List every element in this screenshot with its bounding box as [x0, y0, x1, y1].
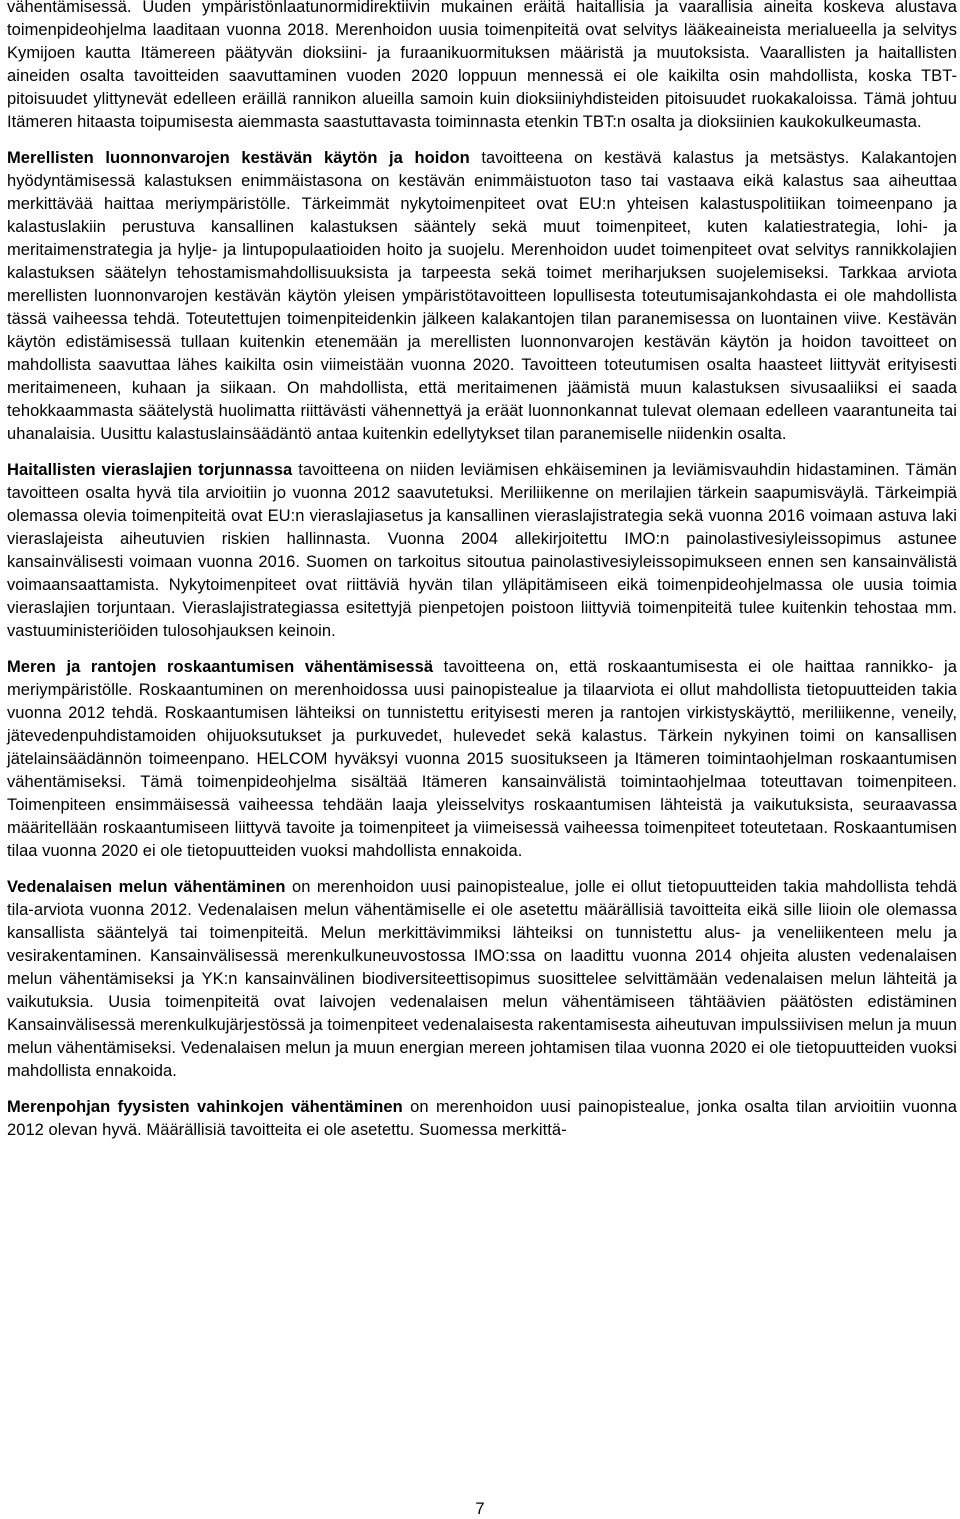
- paragraph-text: tavoitteena on kestävä kalastus ja metsästys. Kalakantojen hyödyntämisessä kalastuksen enimmäistasona on kestävän enimmäistuoton taso tai vastaava eikä kalastus saa aiheuttaa merkittävää haittaa meriympäristölle. Tärkeimmät nykytoimenpiteet ovat EU:n yhteisen kalastuspolitiikan toimeenpano ja kalastuslakiin perustuva kansallinen kalastuksen sääntely sekä muut toimenpiteet, kuten kalatiestrategia, lohi- ja meritaimenstrategia ja hylje- ja lintupopulaatioiden hoito ja suojelu. Merenhoidon uudet toimenpiteet ovat selvitys rannikkolajien kalastuksen säätelyn tehostamismahdollisuuksista ja tarpeesta sekä toimet meriharjuksen suojelemiseksi. Tarkkaa arviota merellisten luonnonvarojen kestävän käytön yleisen ympäristötavoitteen lopullisesta toteutumisajankohdasta ei ole mahdollista tässä vaiheessa tehdä. Toteutettujen toimenpiteidenkin jälkeen kalakantojen tilan paranemisessa on luontainen viive. Kestävän käytön edistämisessä tullaan kuitenkin etenemään ja merellisten luonnonvarojen kestävän käytön ja hoidon tavoitteet on mahdollista saavuttaa lähes kaikilta osin viimeistään vuonna 2020. Tavoitteen toteutumisen osalta haasteet liittyvät erityisesti meritaimeneen, kuhaan ja siikaan. On mahdollista, että meritaimenen jäämistä muun kalastuksen sivusaaliiksi ei saada tehokkaammasta säätelystä huolimatta riittävästi vähennettyä ja eräät luonnonkannat tulevat olemaan edelleen vaarantuneita tai uhanalaisia. Uusittu kalastuslainsäädäntö antaa kuitenkin edellytykset tilan paranemiselle niidenkin osalta.: [7, 149, 957, 443]
- paragraph-text: on merenhoidon uusi painopistealue, jolle ei ollut tietopuutteiden takia mahdollista tehdä tila-arviota vuonna 2012. Vedenalaisen melun vähentämiselle ei ole asetettu määrällisiä tavoitteita eikä sille liioin ole olemassa kansallista sääntelyä tai toimenpiteitä. Melun merkittävimmiksi lähteiksi on tunnistettu alus- ja veneliikenteen melu ja vesirakentaminen. Kansainvälisessä merenkulkuneuvostossa IMO:ssa on laadittu vuonna 2014 ohjeita alusten vedenalaisen melun vähentämiseksi ja YK:n kansainvälinen biodiversiteettisopimus suosittelee selvittämään vedenalaisen melun lähteitä ja vaikutuksia. Uusia toimenpiteitä ovat laivojen vedenalaisen melun vähentämiseen tähtäävien päätösten edistäminen Kansainvälisessä merenkulkujärjestössä ja toimenpiteet vedenalaisesta rakentamisesta aiheutuvan impulssiivisen melun ja muun melun vähentämiseksi. Vedenalaisen melun ja muun energian mereen johtamisen tilaa vuonna 2020 ei ole tietopuutteiden vuoksi mahdollista ennakoida.: [7, 878, 957, 1080]
- paragraph-heading: Merenpohjan fyysisten vahinkojen vähentäminen: [7, 1098, 403, 1116]
- page-number: 7: [475, 1500, 485, 1518]
- document-page: [7, 0, 957, 1155]
- paragraph-hazardous-substances: [7, 0, 957, 134]
- paragraph-text: vähentämisessä. Uuden ympäristönlaatunormidirektiivin mukainen eräitä haitallisia ja vaarallisia aineita koskeva alustava toimenpideohjelma laaditaan vuonna 2018. Merenhoidon uusia toimenpiteitä ovat selvitys lääkeaineista merialueella ja selvitys Kymijoen kautta Itämereen päätyvän dioksiini- ja furaanikuormituksen määristä ja muutoksista. Vaarallisten ja haitallisten aineiden osalta tavoitteiden saavuttaminen vuoden 2020 loppuun mennessä ei ole kaikilta osin mahdollista, koska TBT-pitoisuudet ylittynevät edelleen eräillä rannikon alueilla samoin kuin dioksiiniyhdisteiden pitoisuudet ruokakaloissa. Tämä johtuu Itämeren hitaasta toipumisesta aiemmasta saastuttavasta toiminnasta etenkin TBT:n osalta ja dioksiinien kaukokulkeumasta.: [7, 0, 957, 131]
- paragraph-marine-litter: [7, 656, 957, 863]
- paragraph-heading: Merellisten luonnonvarojen kestävän käytön ja hoidon: [7, 149, 470, 167]
- paragraph-heading: Haitallisten vieraslajien torjunnassa: [7, 461, 293, 479]
- paragraph-text: on merenhoidon uusi painopistealue, jonka osalta tilan arvioitiin vuonna 2012 olevan hyvä. Määrällisiä tavoitteita ei ole asetettu. Suomessa merkittä-: [7, 1098, 957, 1139]
- paragraph-seabed-damage: [7, 1096, 957, 1142]
- paragraph-text: tavoitteena on niiden leviämisen ehkäiseminen ja leviämisvauhdin hidastaminen. Tämän tavoitteen osalta hyvä tila arvioitiin jo vuonna 2012 saavutetuksi. Meriliikenne on merilajien tärkein saapumisväylä. Tärkeimpiä olemassa olevia toimenpiteitä ovat EU:n vieraslajiasetus ja kansallinen vieraslajistrategia sekä vuonna 2016 voimaan astuva laki vieraslajeista aiheutuvien riskien hallinnasta. Vuonna 2004 allekirjoitettu IMO:n painolastivesiyleissopimus astunee kansainvälisesti voimaan vuonna 2016. Suomen on tarkoitus sitoutua painolastivesiyleissopimukseen ennen sen kansainvälistä voimaansaattamista. Nykytoimenpiteet ovat riittäviä hyvän tilan ylläpitämiseen eikä toimenpideohjelmassa ole uusia toimia vieraslajien torjuntaan. Vieraslajistrategiassa esitettyjä pienpetojen poistoon liittyviä toimenpiteitä tulee kuitenkin tehostaa mm. vastuuministeriöiden tulosohjauksen keinoin.: [7, 461, 957, 640]
- paragraph-text: tavoitteena on, että roskaantumisesta ei ole haittaa rannikko- ja meriympäristölle. Roskaantuminen on merenhoidossa uusi painopistealue ja tilaarviota ei ollut mahdollista tietopuutteiden takia vuonna 2012 tehdä. Roskaantumisen lähteiksi on tunnistettu erityisesti meren ja rantojen virkistyskäyttö, meriliikenne, veneily, jätevedenpuhdistamoiden ohijuoksutukset ja purkuvedet, hulevedet sekä kalastus. Tärkein nykyinen toimi on kansallisen jätelainsäädännön toimeenpano. HELCOM hyväksyi vuonna 2015 suositukseen ja Itämeren toimintaohjelman roskaantumisen vähentämiseksi. Tämä toimenpideohjelma sisältää Itämeren kansainvälistä toimintaohjelmaa toteuttavan toimenpiteen. Toimenpiteen ensimmäisessä vaiheessa tehdään laaja yleisselvitys roskaantumisen lähteistä ja vaikutuksista, seuraavassa määritellään roskaantumiseen liittyvä tavoite ja toimenpiteet ja viimeisessä vaiheessa toimenpiteet toteutetaan. Roskaantumisen tilaa vuonna 2020 ei ole tietopuutteiden vuoksi mahdollista ennakoida.: [7, 658, 957, 860]
- paragraph-heading: Vedenalaisen melun vähentäminen: [7, 878, 286, 896]
- paragraph-marine-resources: [7, 147, 957, 446]
- paragraph-invasive-species: [7, 459, 957, 643]
- paragraph-heading: Meren ja rantojen roskaantumisen vähentämisessä: [7, 658, 434, 676]
- paragraph-underwater-noise: [7, 876, 957, 1083]
